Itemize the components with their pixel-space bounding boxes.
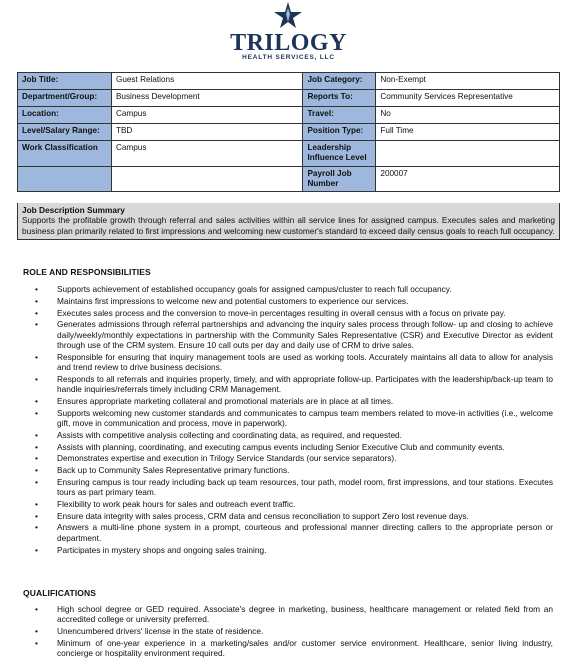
job-table-row xyxy=(18,90,560,107)
list-item: • Minimum of one-year experience in a marketing/sales and/or customer service environment. Healthcare, senior living industry, concierge or hospitality environment required. xyxy=(23,638,553,659)
job-field-label: Department/Group: xyxy=(18,90,112,107)
list-item: • Responds to all referrals and inquiries properly, timely, and with appropriate follow-up. Participates with the leadership/back-up team to handle inquiries/referrals timely including CRM Management. xyxy=(23,374,553,395)
job-field-value: Campus xyxy=(111,107,303,124)
list-item: • Responsible for ensuring that inquiry management tools are used as working tools. Accurately maintains all data to allow for analysis and trend review to drive business decisions. xyxy=(23,352,553,373)
job-table-row xyxy=(18,73,560,90)
job-field-label: Payroll Job Number xyxy=(303,166,376,192)
job-table-row xyxy=(18,166,560,192)
list-item: • Unencumbered drivers' license in the state of residence. xyxy=(23,626,553,636)
job-field-label: Reports To: xyxy=(303,90,376,107)
job-field-label xyxy=(18,166,112,192)
job-field-value: Non-Exempt xyxy=(376,73,560,90)
list-item: • Supports welcoming new customer standards and communicates to campus team members related to move-in activities (i.e., welcome gift, move in communication and process, move in paperwork). xyxy=(23,408,553,429)
list-item: • Assists with competitive analysis collecting and coordinating data, as required, and requested. xyxy=(23,430,553,440)
job-field-value: Community Services Representative xyxy=(376,90,560,107)
job-description-summary xyxy=(17,203,560,240)
list-item: • Executes sales process and the conversion to move-in percentages resulting in overall census with a focus on private pay. xyxy=(23,308,553,318)
job-field-label: Location: xyxy=(18,107,112,124)
job-field-value: Guest Relations xyxy=(111,73,303,90)
job-field-label: Job Title: xyxy=(18,73,112,90)
roles-heading xyxy=(23,267,151,278)
job-field-label: Position Type: xyxy=(303,124,376,141)
job-field-value xyxy=(376,141,560,167)
job-table-row xyxy=(18,124,560,141)
list-item: • High school degree or GED required. Associate's degree in marketing, business, healthcare management or related field from an accredited college or university preferred. xyxy=(23,604,553,625)
job-info-table xyxy=(17,72,560,192)
list-item: • Assists with planning, coordinating, and executing campus events including Senior Executive Club and community events. xyxy=(23,442,553,452)
roles-heading-text: ROLE AND RESPONSIBILITIES xyxy=(23,267,151,277)
list-item: • Flexibility to work peak hours for sales and outreach event traffic. xyxy=(23,499,553,509)
list-item: • Supports achievement of established occupancy goals for assigned campus/cluster to reach full occupancy. xyxy=(23,284,553,294)
job-field-value: TBD xyxy=(111,124,303,141)
qualifications-heading-text: QUALIFICATIONS xyxy=(23,588,97,598)
company-logo xyxy=(0,0,577,66)
job-field-label: Leadership Influence Level xyxy=(303,141,376,167)
summary-heading: Job Description Summary xyxy=(22,205,125,215)
list-item: • Demonstrates expertise and execution in Trilogy Service Standards (our service separators). xyxy=(23,453,553,463)
job-table-row xyxy=(18,107,560,124)
list-item: • Maintains first impressions to welcome new and potential customers to experience our services. xyxy=(23,296,553,306)
qualifications-list xyxy=(23,604,553,660)
job-field-value: 200007 xyxy=(376,166,560,192)
job-field-value: No xyxy=(376,107,560,124)
list-item: • Back up to Community Sales Representative primary functions. xyxy=(23,465,553,475)
list-item: • Participates in mystery shops and ongoing sales training. xyxy=(23,545,553,555)
qualifications-heading xyxy=(23,588,96,599)
list-item: • Ensure data integrity with sales process, CRM data and census reconciliation to support Zero lost revenue days. xyxy=(23,511,553,521)
job-field-value xyxy=(111,166,303,192)
job-field-value: Business Development xyxy=(111,90,303,107)
job-field-label: Travel: xyxy=(303,107,376,124)
list-item: • Ensures appropriate marketing collateral and promotional materials are in place at all times. xyxy=(23,396,553,406)
list-item: • Generates admissions through referral partnerships and advancing the inquiry sales process through follow- up and closing to achieve daily/weekly/monthly expectations in partnership with the Community Sales Representative (CSR) and Executive Director as evident through use of the CRM system. Ensure 10 call outs per day and daily use of CRM to drive sales. xyxy=(23,319,553,350)
job-field-value: Full Time xyxy=(376,124,560,141)
roles-list xyxy=(23,284,553,556)
job-field-label: Job Category: xyxy=(303,73,376,90)
job-field-label: Work Classification xyxy=(18,141,112,167)
logo-subtitle: HEALTH SERVICES, LLC xyxy=(242,54,335,61)
star-logo-icon xyxy=(272,2,304,30)
job-field-label: Level/Salary Range: xyxy=(18,124,112,141)
logo-name: TRILOGY xyxy=(230,30,347,56)
job-field-value: Campus xyxy=(111,141,303,167)
summary-text: Supports the profitable growth through referral and sales activities within all service lines for assigned campus. Executes sales and marketing business plan primarily related to first impressions and welcoming new customer's standard to exceed daily census goals to reach full occupancy. xyxy=(22,215,555,236)
job-table-row xyxy=(18,141,560,167)
list-item: • Answers a multi-line phone system in a prompt, courteous and professional manner directing callers to the appropriate person or department. xyxy=(23,522,553,543)
list-item: • Ensuring campus is tour ready including back up team resources, tour path, model room, first impressions, and tour stations. Executes tours as part primary team. xyxy=(23,477,553,498)
